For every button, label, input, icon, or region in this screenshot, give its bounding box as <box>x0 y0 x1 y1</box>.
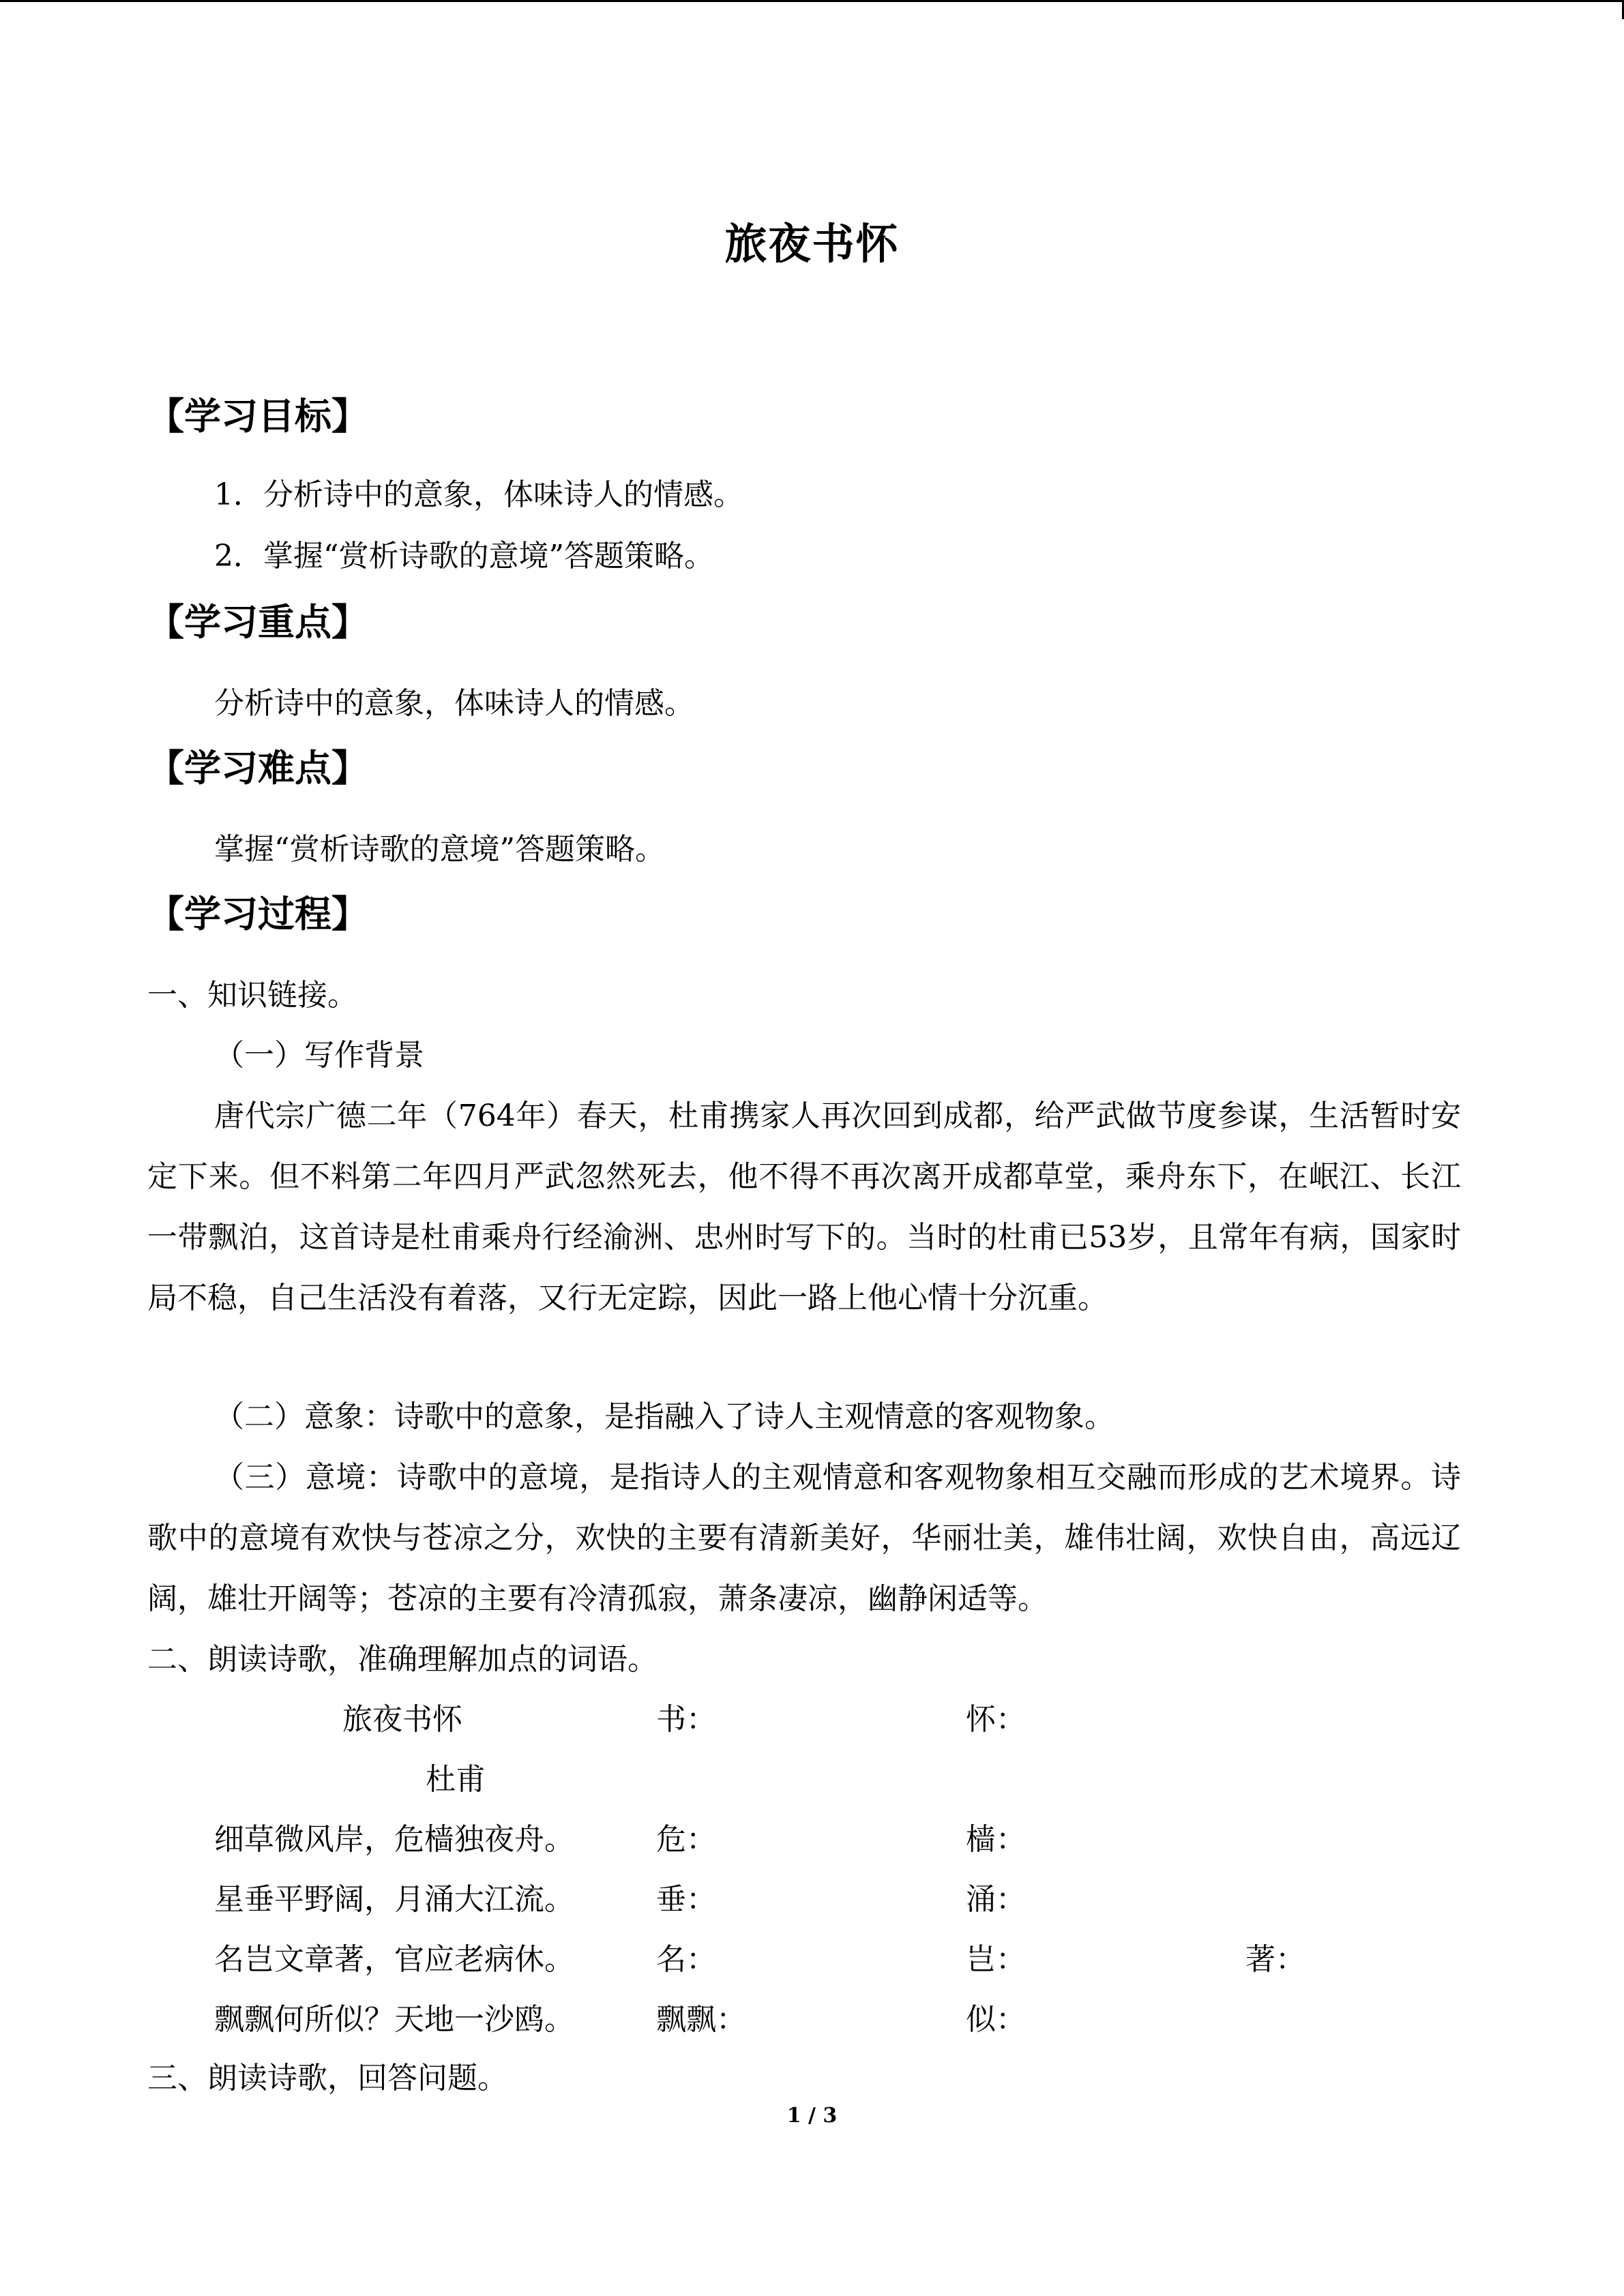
word-zhu-label: 著： <box>1245 1942 1305 1977</box>
section-2-label: 二、朗读诗歌，准确理解加点的词语。 <box>147 1642 658 1677</box>
background-paragraph: 唐代宗广德二年（764年）春天，杜甫携家人再次回到成都，给严武做节度参谋，生活暂时安定下来。但不料第二年四月严武忽然死去，他不得不再次离开成都草堂，乘舟东下，在岷江、长江一带飘泊，这首诗是杜甫乘舟行经渝洲、忠州时写下的。当时的杜甫已53岁，且常年有病，国家时局不稳，自己生活没有着落，又行无定踪，因此一路上他心情十分沉重。 <box>147 1099 1461 1315</box>
word-yong-label: 涌： <box>966 1882 1026 1917</box>
poem-line-2: 星垂平野阔，月涌大江流。 <box>214 1882 574 1917</box>
page-number: 1 / 3 <box>786 2104 838 2128</box>
top-border-line <box>0 0 1624 2</box>
poem-line-3: 名岂文章著，官应老病休。 <box>214 1942 574 1977</box>
word-shu-label: 书： <box>656 1702 716 1737</box>
poem-line-4: 飘飘何所似？天地一沙鸥。 <box>214 2002 574 2037</box>
poem-author: 杜甫 <box>426 1762 486 1797</box>
key-points-heading: 【学习重点】 <box>147 601 368 644</box>
word-wei-label: 危： <box>656 1822 716 1857</box>
key-points-text: 分析诗中的意象，体味诗人的情感。 <box>214 686 694 721</box>
artistic-conception-paragraph: （三）意境：诗歌中的意境，是指诗人的主观情意和客观物象相互交融而形成的艺术境界。诗歌中的意境有欢快与苍凉之分，欢快的主要有清新美好，华丽壮美，雄伟壮阔，欢快自由，高远辽阔，雄壮开阔等；苍凉的主要有冷清孤寂，萧条凄凉，幽静闲适等。 <box>147 1460 1461 1616</box>
word-piaopiao-label: 飘飘： <box>656 2002 746 2037</box>
word-huai-label: 怀： <box>966 1702 1026 1737</box>
imagery-definition: （二）意象：诗歌中的意象，是指融入了诗人主观情意的客观物象。 <box>214 1399 1114 1434</box>
objectives-heading: 【学习目标】 <box>147 395 368 438</box>
objective-item-2: 2．掌握“赏析诗歌的意境”答题策略。 <box>214 539 714 573</box>
process-heading: 【学习过程】 <box>147 893 368 936</box>
section-3-label: 三、朗读诗歌，回答问题。 <box>147 2061 507 2096</box>
poem-title: 旅夜书怀 <box>342 1702 462 1737</box>
word-qi-label: 岂： <box>966 1942 1026 1977</box>
poem-line-1: 细草微风岸，危樯独夜舟。 <box>214 1822 574 1857</box>
word-ming-label: 名： <box>656 1942 716 1977</box>
page-title: 旅夜书怀 <box>724 219 900 269</box>
word-si-label: 似： <box>966 2002 1026 2037</box>
difficulties-heading: 【学习难点】 <box>147 747 368 790</box>
background-label: （一）写作背景 <box>214 1038 424 1073</box>
word-chui-label: 垂： <box>656 1882 716 1917</box>
section-1-label: 一、知识链接。 <box>147 978 357 1013</box>
objective-item-1: 1．分析诗中的意象，体味诗人的情感。 <box>214 477 743 512</box>
difficulties-text: 掌握“赏析诗歌的意境”答题策略。 <box>214 832 665 867</box>
word-qiang-label: 樯： <box>966 1822 1026 1857</box>
